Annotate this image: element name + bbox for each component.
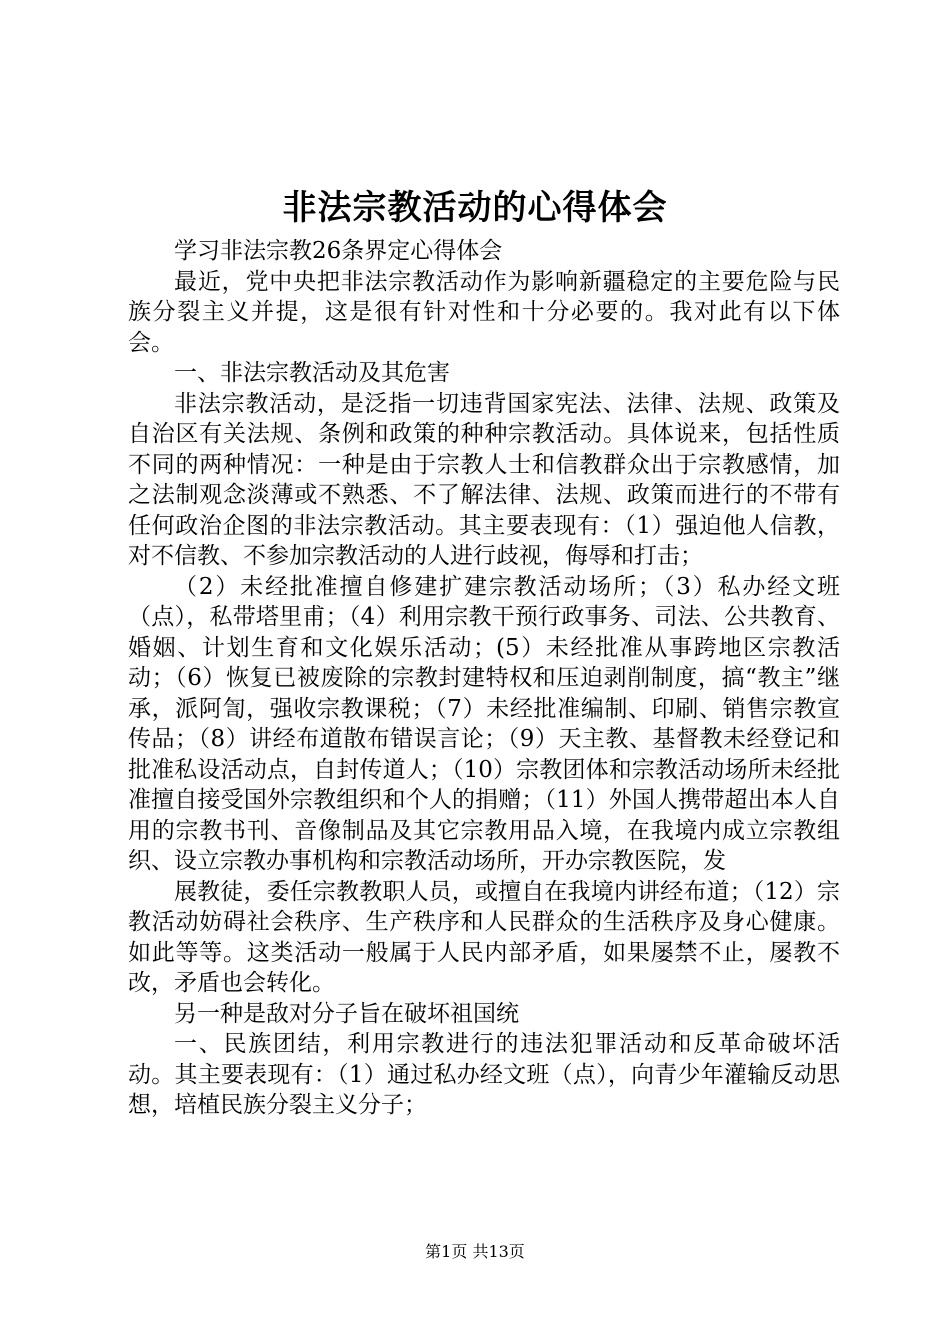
paragraph: 一、民族团结，利用宗教进行的违法犯罪活动和反革命破坏活动。其主要表现有：（1）通过私办经文班（点），向青少年灌输反动思想，培植民族分裂主义分子； bbox=[128, 1031, 840, 1118]
paragraph-intro: 最近，党中央把非法宗教活动作为影响新疆稳定的主要危险与民族分裂主义并提，这是很有针对性和十分必要的。我对此有以下体会。 bbox=[128, 268, 840, 356]
paragraph-subtitle: 学习非法宗教26条界定心得体会 bbox=[174, 238, 503, 264]
page-footer: 第1页 共13页 bbox=[425, 1242, 525, 1261]
paragraph: 另一种是敌对分子旨在破坏祖国统 bbox=[174, 1000, 519, 1027]
document-body bbox=[128, 236, 840, 1121]
paragraph: 非法宗教活动，是泛指一切违背国家宪法、法律、法规、政策及自治区有关法规、条例和政策的种种宗教活动。具体说来，包括性质不同的两种情况：一种是由于宗教人士和信教群众出于宗教感情，加之法制观念淡薄或不熟悉、不了解法律、法规、政策而进行的不带有任何政治企图的非法宗教活动。其主要表现有：（1）强迫他人信教，对不信教、不参加宗教活动的人进行歧视，侮辱和打击； bbox=[128, 390, 840, 569]
document-title: 非法宗教活动的心得体会 bbox=[282, 188, 668, 228]
paragraph: 展教徒，委任宗教教职人员，或擅自在我境内讲经布道；（12）宗教活动妨碍社会秩序、生产秩序和人民群众的生活秩序及身心健康。如此等等。这类活动一般属于人民内部矛盾，如果屡禁不止，屡教不改，矛盾也会转化。 bbox=[128, 878, 840, 996]
paragraph: （2）未经批准擅自修建扩建宗教活动场所；（3）私办经文班（点），私带塔里甫；（4）利用宗教干预行政事务、司法、公共教育、婚姻、计划生育和文化娱乐活动；(5）未经批准从事跨地区宗教活动；（6）恢复已被废除的宗教封建特权和压迫剥削制度，搞“教主”继承，派阿訇，强收宗教课税；（7）未经批准编制、印刷、销售宗教宣传品；（8）讲经布道散布错误言论；（9）天主教、基督教未经登记和批准私设活动点，自封传道人；（10）宗教团体和宗教活动场所未经批准擅自接受国外宗教组织和个人的捐赠；（11）外国人携带超出本人自用的宗教书刊、音像制品及其它宗教用品入境，在我境内成立宗教组织、设立宗教办事机构和宗教活动场所，开办宗教医院，发 bbox=[128, 573, 840, 874]
section-heading: 一、非法宗教活动及其危害 bbox=[174, 360, 450, 386]
